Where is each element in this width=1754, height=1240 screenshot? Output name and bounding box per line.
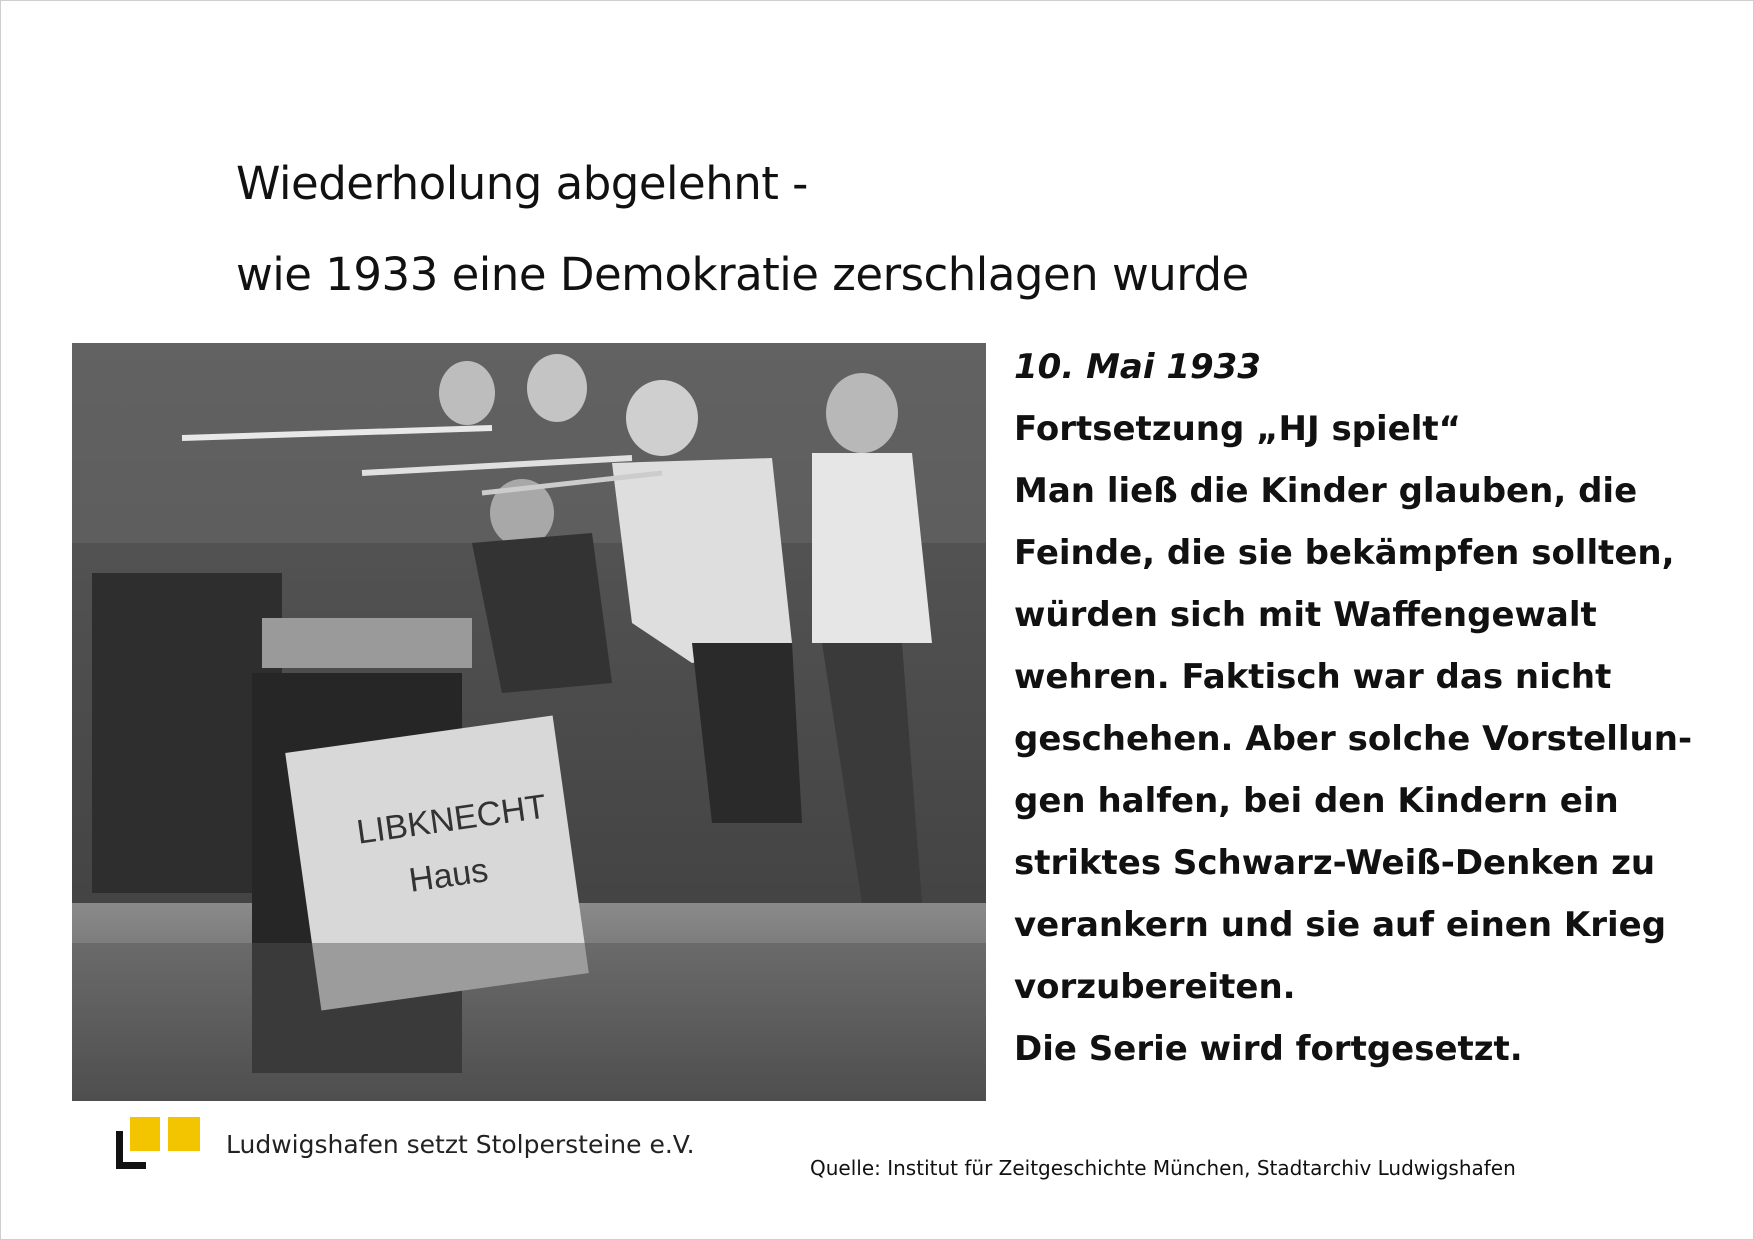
article-line: Feinde, die sie bekämpfen sollten, (1014, 533, 1675, 573)
article-line: vorzubereiten. (1014, 967, 1296, 1007)
article-line: gen halfen, bei den Kindern ein (1014, 781, 1619, 821)
article-line: Die Serie wird fortgesetzt. (1014, 1029, 1523, 1069)
historical-photo (72, 343, 986, 1101)
article-line: wehren. Faktisch war das nicht (1014, 657, 1612, 697)
article-text (1014, 346, 1734, 1090)
article-line: striktes Schwarz-Weiß-Denken zu (1014, 843, 1656, 883)
photo-figure-head-3 (626, 380, 698, 456)
organization-name: Ludwigshafen setzt Stolpersteine e.V. (226, 1130, 695, 1159)
photo-figure-body-5 (812, 453, 932, 643)
article-subtitle: Fortsetzung „HJ spielt“ (1014, 409, 1461, 449)
logo-square-2 (168, 1117, 200, 1151)
logo-l-horizontal (116, 1162, 146, 1169)
photo-figure-head-1 (439, 361, 495, 425)
article-date: 10. Mai 1933 (1014, 347, 1261, 387)
stolpersteine-logo (114, 1117, 210, 1171)
article-line: geschehen. Aber solche Vorstellun- (1014, 719, 1693, 759)
photo-gravel (72, 943, 986, 1101)
logo-square-1 (130, 1117, 160, 1151)
photo-sign-text-2: Haus (406, 851, 491, 900)
source-credit: Quelle: Institut für Zeitgeschichte München, Stadtarchiv Ludwigshafen (810, 1156, 1516, 1180)
article-line: verankern und sie auf einen Krieg (1014, 905, 1667, 945)
photo-sign-text-1: LIBKNECHT (354, 787, 549, 852)
page-title-line-2: wie 1933 eine Demokratie zerschlagen wurde (236, 248, 1249, 301)
photo-crate-lid (262, 618, 472, 668)
photo-illustration (72, 343, 986, 1101)
article-line: Man ließ die Kinder glauben, die (1014, 471, 1638, 511)
page-title-line-1: Wiederholung abgelehnt - (236, 157, 808, 210)
photo-figure-head-2 (527, 354, 587, 422)
article-line: würden sich mit Waffengewalt (1014, 595, 1597, 635)
photo-figure-head-5 (826, 373, 898, 453)
